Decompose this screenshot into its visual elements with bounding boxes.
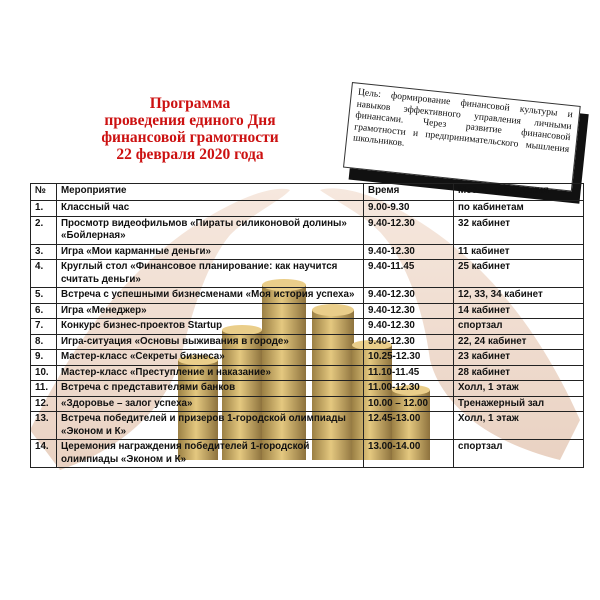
- title-line-2: проведения единого Дня: [104, 112, 276, 129]
- row-place: 11 кабинет: [454, 244, 584, 260]
- row-num: 1.: [31, 201, 57, 217]
- row-event: Церемония награждения победителей 1-городской олимпиады «Эконом и К»: [57, 440, 364, 468]
- table-row: [31, 201, 584, 217]
- row-event: Мастер-класс «Секреты бизнеса»: [57, 350, 364, 366]
- row-place: Тренажерный зал: [454, 396, 584, 412]
- row-time: 9.40-12.30: [364, 288, 454, 304]
- row-time: 9.40-12.30: [364, 334, 454, 350]
- header-num: №: [31, 184, 57, 201]
- row-place: Холл, 1 этаж: [454, 412, 584, 440]
- row-event: Конкурс бизнес-проектов Startup: [57, 319, 364, 335]
- row-place: Холл, 1 этаж: [454, 381, 584, 397]
- row-event: Встреча с успешными бизнесменами «Моя история успеха»: [57, 288, 364, 304]
- table-header-row: [31, 184, 584, 201]
- row-num: 13.: [31, 412, 57, 440]
- row-place: по кабинетам: [454, 201, 584, 217]
- row-time: 9.40-12.30: [364, 244, 454, 260]
- row-time: 12.45-13.00: [364, 412, 454, 440]
- row-place: 23 кабинет: [454, 350, 584, 366]
- row-event: Мастер-класс «Преступление и наказание»: [57, 365, 364, 381]
- row-event: Круглый стол «Финансовое планирование: как научится считать деньги»: [57, 260, 364, 288]
- row-event: Классный час: [57, 201, 364, 217]
- row-event: Игра-ситуация «Основы выживания в городе»: [57, 334, 364, 350]
- row-place: спортзал: [454, 319, 584, 335]
- table-row: [31, 288, 584, 304]
- row-time: 9.40-12.30: [364, 216, 454, 244]
- table-row: [31, 303, 584, 319]
- row-time: 13.00-14.00: [364, 440, 454, 468]
- title-line-3: финансовой грамотности: [101, 129, 279, 146]
- row-num: 12.: [31, 396, 57, 412]
- row-event: Игра «Мои карманные деньги»: [57, 244, 364, 260]
- row-event: Встреча победителей и призеров 1-городской олимпиады «Эконом и К»: [57, 412, 364, 440]
- row-time: 10.25-12.30: [364, 350, 454, 366]
- row-time: 9.40-12.30: [364, 319, 454, 335]
- table-row: [31, 396, 584, 412]
- row-place: спортзал: [454, 440, 584, 468]
- row-num: 5.: [31, 288, 57, 304]
- table-row: [31, 334, 584, 350]
- row-time: 9.00-9.30: [364, 201, 454, 217]
- table-row: [31, 412, 584, 440]
- row-place: 25 кабинет: [454, 260, 584, 288]
- row-num: 8.: [31, 334, 57, 350]
- row-event: Игра «Менеджер»: [57, 303, 364, 319]
- table-row: [31, 244, 584, 260]
- table-row: [31, 319, 584, 335]
- row-num: 7.: [31, 319, 57, 335]
- row-event: Просмотр видеофильмов «Пираты силиконовой долины» «Бойлерная»: [57, 216, 364, 244]
- row-time: 9.40-12.30: [364, 303, 454, 319]
- table-row: [31, 365, 584, 381]
- row-num: 2.: [31, 216, 57, 244]
- row-time: 10.00 – 12.00: [364, 396, 454, 412]
- goal-text: Цель: формирование финансовой культуры и навыков эффективного управления личными финансами. Через развитие финансовой грамотности и предпринимательского мышления школьников.: [343, 82, 581, 192]
- header-event: Мероприятие: [57, 184, 364, 201]
- row-time: 11.10-11.45: [364, 365, 454, 381]
- table-row: [31, 381, 584, 397]
- row-num: 4.: [31, 260, 57, 288]
- row-event: «Здоровье – залог успеха»: [57, 396, 364, 412]
- row-time: 11.00-12.30: [364, 381, 454, 397]
- header-time: Время: [364, 184, 454, 201]
- program-table: [30, 183, 584, 468]
- table-row: [31, 350, 584, 366]
- row-time: 9.40-11.45: [364, 260, 454, 288]
- title-line-1: Программа: [149, 95, 231, 112]
- row-num: 6.: [31, 303, 57, 319]
- table-row: [31, 260, 584, 288]
- row-place: 22, 24 кабинет: [454, 334, 584, 350]
- row-place: 32 кабинет: [454, 216, 584, 244]
- table-row: [31, 216, 584, 244]
- page-title: [60, 95, 320, 163]
- row-num: 10.: [31, 365, 57, 381]
- row-place: 14 кабинет: [454, 303, 584, 319]
- row-num: 9.: [31, 350, 57, 366]
- title-line-4: 22 февраля 2020 года: [116, 146, 264, 163]
- row-num: 11.: [31, 381, 57, 397]
- table-row: [31, 440, 584, 468]
- row-place: 28 кабинет: [454, 365, 584, 381]
- row-num: 14.: [31, 440, 57, 468]
- goal-card: [352, 82, 590, 182]
- header-place: Место проведения: [454, 184, 584, 201]
- row-event: Встреча с представителями банков: [57, 381, 364, 397]
- row-place: 12, 33, 34 кабинет: [454, 288, 584, 304]
- row-num: 3.: [31, 244, 57, 260]
